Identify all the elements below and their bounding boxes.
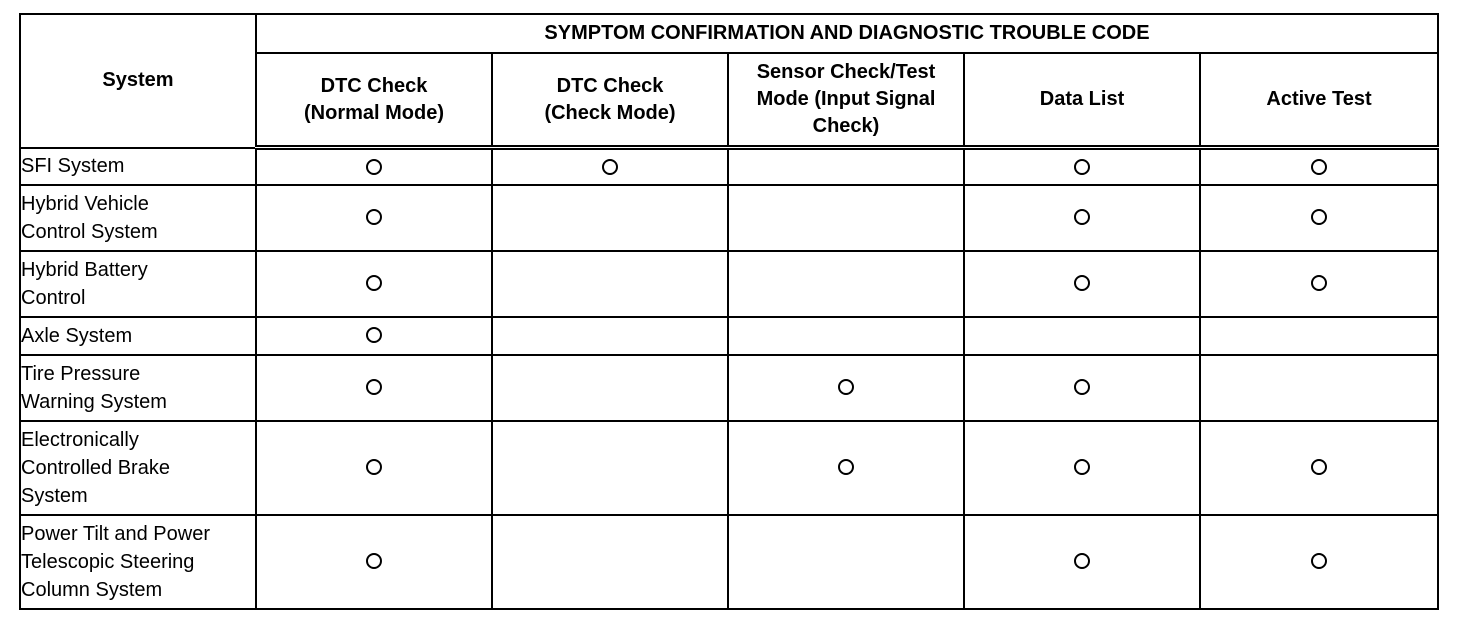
supported-circle-icon [1074, 209, 1090, 225]
support-cell [492, 317, 728, 355]
column-header-dtc-check-normal: DTC Check (Normal Mode) [256, 53, 492, 148]
support-cell [1200, 148, 1438, 185]
support-cell [256, 317, 492, 355]
supported-circle-icon [1074, 459, 1090, 475]
supported-circle-icon [1311, 275, 1327, 291]
supported-circle-icon [602, 159, 618, 175]
diagnostic-support-table [19, 13, 1439, 610]
support-cell [256, 251, 492, 317]
supported-circle-icon [1074, 275, 1090, 291]
support-cell [964, 421, 1200, 515]
supported-circle-icon [1074, 553, 1090, 569]
supported-circle-icon [838, 459, 854, 475]
system-name-cell: Axle System [20, 317, 256, 355]
table-row [20, 185, 1438, 251]
support-cell [728, 515, 964, 609]
support-cell [256, 148, 492, 185]
support-cell [256, 421, 492, 515]
supported-circle-icon [366, 275, 382, 291]
supported-circle-icon [1311, 209, 1327, 225]
support-cell [492, 515, 728, 609]
supported-circle-icon [366, 379, 382, 395]
support-cell [1200, 317, 1438, 355]
support-cell [964, 185, 1200, 251]
support-cell [492, 251, 728, 317]
system-name-cell: Hybrid Vehicle Control System [20, 185, 256, 251]
support-cell [728, 421, 964, 515]
support-cell [1200, 355, 1438, 421]
support-cell [728, 317, 964, 355]
support-cell [1200, 185, 1438, 251]
table-row [20, 251, 1438, 317]
support-cell [492, 421, 728, 515]
support-cell [1200, 515, 1438, 609]
support-cell [964, 355, 1200, 421]
support-cell [728, 185, 964, 251]
system-name-cell: Hybrid Battery Control [20, 251, 256, 317]
table-row [20, 317, 1438, 355]
column-header-data-list: Data List [964, 53, 1200, 148]
supported-circle-icon [1311, 459, 1327, 475]
support-cell [492, 185, 728, 251]
table-body [20, 148, 1438, 609]
system-name-cell: SFI System [20, 148, 256, 185]
table-row [20, 515, 1438, 609]
system-column-header: System [20, 14, 256, 148]
supported-circle-icon [366, 159, 382, 175]
system-name-cell: Power Tilt and Power Telescopic Steering Column System [20, 515, 256, 609]
column-header-sensor-check: Sensor Check/Test Mode (Input Signal Check) [728, 53, 964, 148]
support-cell [1200, 421, 1438, 515]
table-row [20, 355, 1438, 421]
support-cell [964, 515, 1200, 609]
support-cell [256, 355, 492, 421]
supported-circle-icon [366, 553, 382, 569]
support-cell [964, 148, 1200, 185]
support-cell [1200, 251, 1438, 317]
supported-circle-icon [838, 379, 854, 395]
support-cell [492, 355, 728, 421]
support-cell [492, 148, 728, 185]
supported-circle-icon [366, 459, 382, 475]
system-name-cell: Electronically Controlled Brake System [20, 421, 256, 515]
supported-circle-icon [1074, 379, 1090, 395]
supported-circle-icon [1311, 159, 1327, 175]
table-row [20, 148, 1438, 185]
support-cell [728, 251, 964, 317]
supported-circle-icon [1074, 159, 1090, 175]
table-row [20, 421, 1438, 515]
supported-circle-icon [366, 327, 382, 343]
column-header-active-test: Active Test [1200, 53, 1438, 148]
column-header-dtc-check-check-mode: DTC Check (Check Mode) [492, 53, 728, 148]
support-cell [964, 317, 1200, 355]
support-cell [256, 185, 492, 251]
supported-circle-icon [366, 209, 382, 225]
support-cell [728, 355, 964, 421]
support-cell [256, 515, 492, 609]
system-name-cell: Tire Pressure Warning System [20, 355, 256, 421]
supported-circle-icon [1311, 553, 1327, 569]
support-cell [728, 148, 964, 185]
support-cell [964, 251, 1200, 317]
symptom-confirmation-group-header: SYMPTOM CONFIRMATION AND DIAGNOSTIC TROUBLE CODE [256, 14, 1438, 53]
